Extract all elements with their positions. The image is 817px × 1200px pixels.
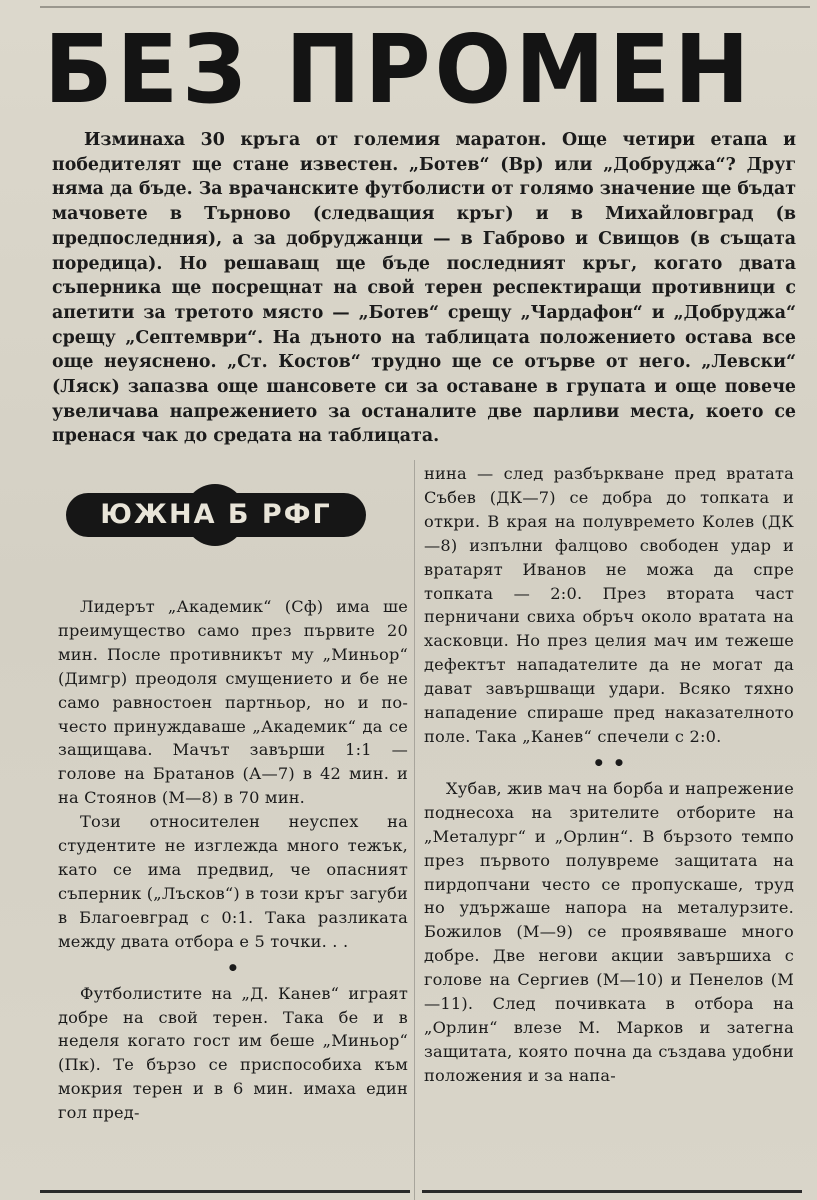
lead-paragraph: Изминаха 30 кръга от големия маратон. Още четири етапа и победителят ще стане известен. „Ботев“ (Вр) или „Добруджа“? Друг няма да бъде. За врачанските футболисти от голямо значение ще бъдат мачовете в Търново (следващия кръг) и в Михайловград (в предпоследния), а за добруджанци — в Габрово и Свищов (в същата поредица). Но решаващ ще бъде последният кръг, когато двата съперника ще посрещнат на свой терен респектиращи противници с апетити за третото място — „Ботев“ срещу „Чардафон“ и „Добруджа“ срещу „Септември“. На дъното на таблицата положението остава все още неуяснено. „Ст. Костов“ трудно ще се отърве от него. „Левски“ (Ляск) запазва още шансовете си за оставане в групата и още повече увеличава напрежението за останалите две парливи места, което се пренася чак до средата на таблицата.: [52, 130, 796, 447]
left-paragraph-1: Лидерът „Академик“ (Сф) има ше преимущество само през първите 20 мин. После противникът му „Миньор“ (Димгр) преодоля смущението и бе не само равностоен партньор, но и по-често принуждаваше „Академик“ да се защищава. Мачът завърши 1:1 — голове на Братанов (А—7) в 42 мин. и на Стоянов (М—8) в 70 мин.: [58, 597, 408, 808]
bottom-rule-left: [40, 1190, 410, 1193]
left-column: [58, 595, 408, 1125]
top-rule: [40, 6, 810, 8]
right-column: [424, 462, 794, 1088]
right-paragraph-2: Хубав, жив мач на борба и напрежение поднесоха на зрителите отборите на „Металург“ и „Орлин“. В бързото темпо през първото полувреме защитата на пирдопчани често се пропускаше, труд но удържаше напора на металурзите. Божилов (М—9) се проявяваше много добре. Две негови акции завършиха с голове на Сергиев (М—10) и Пенелов (М—11). След почивката в отбора на „Орлин“ влезе М. Марков и затегна защитата, която почна да създава удобни положения и за напа-: [424, 778, 794, 1085]
left-paragraph-3: Футболистите на „Д. Канев“ играят добре на свой терен. Така бе и в неделя когато гост им беше „Миньор“ (Пк). Те бързо се приспособиха към мокрия терен и в 6 мин. имаха един гол пред-: [58, 983, 408, 1123]
right-paragraph-1: нина — след разбъркване пред вратата Събев (ДК—7) се добра до топката и откри. В края на полувремето Колев (ДК—8) изпълни фалцово свободен удар и вратарят Иванов не можа да спре топката — 2:0. През втората част перничани свиха обръч около вратата на хасковци. Но през целия мач им тежеше дефектът нападателите да не могат да дават завършващи удари. Всяко тяхно нападение спираше пред наказателното поле. Така „Канев“ спечели с 2:0.: [424, 464, 794, 746]
bottom-rule-right: [422, 1190, 802, 1193]
headline: БЕЗ ПРОМЕН: [44, 14, 754, 126]
section-banner: [66, 484, 366, 546]
right-separator: • •: [592, 750, 626, 775]
left-paragraph-2: Този относителен неуспех на студентите не изглежда много тежък, като се има предвид, че опасният съперник („Лъсков“) в този кръг загуби в Благоевград с 0:1. Така разликата между двата отбора е 5 точки. . .: [58, 812, 408, 951]
banner-label: ЮЖНА Б РФГ: [100, 499, 332, 530]
column-divider: [414, 460, 415, 1200]
left-separator: •: [226, 955, 240, 980]
